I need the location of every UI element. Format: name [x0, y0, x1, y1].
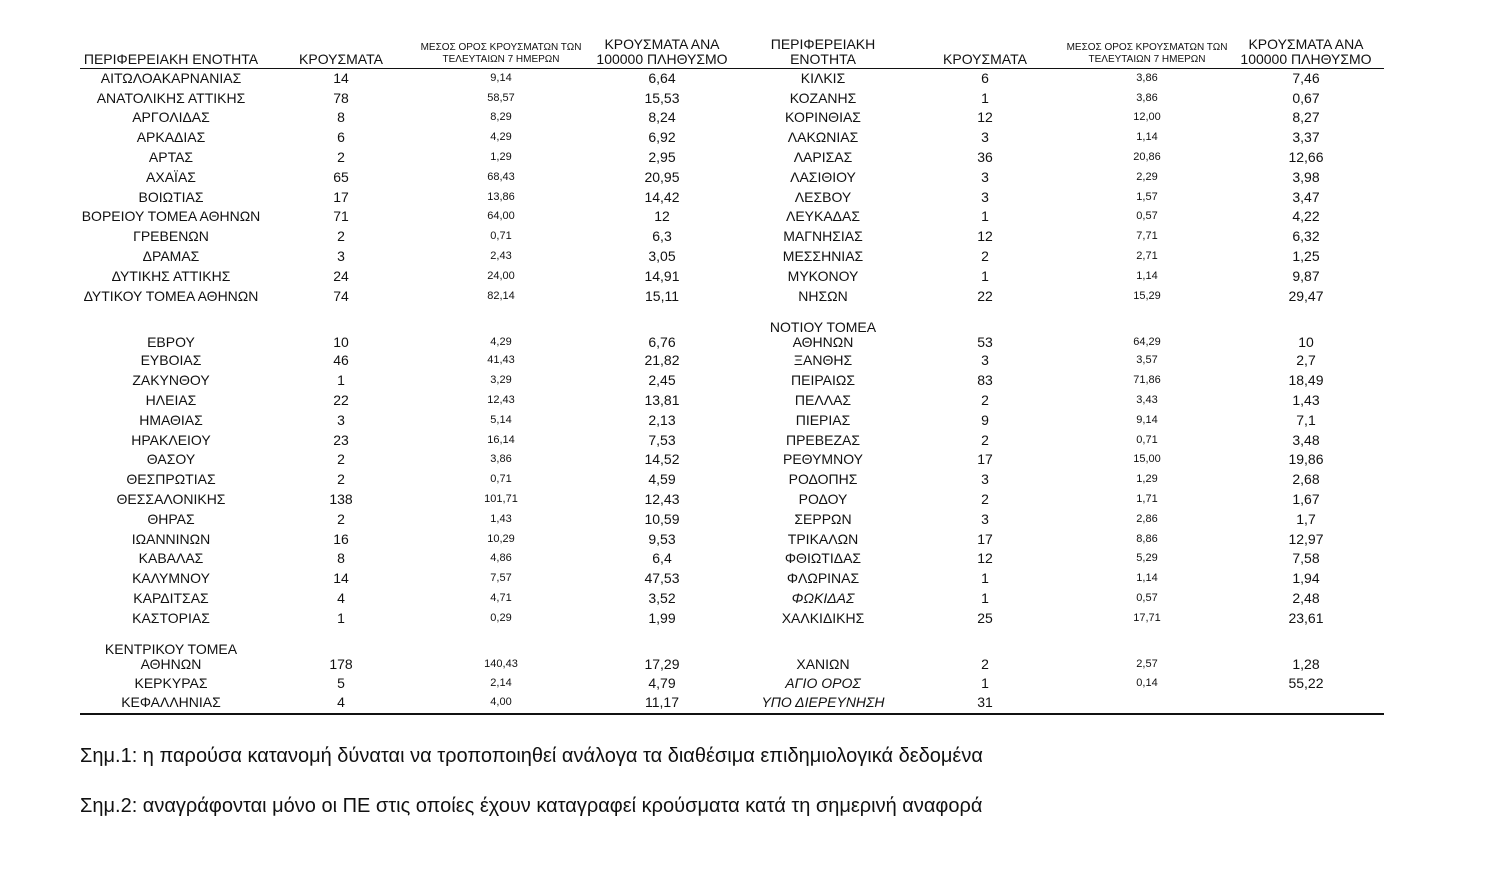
- right-avg-7-days-cell: [1066, 693, 1228, 714]
- right-cases-per-100k-cell: 1,7: [1296, 510, 1316, 527]
- left-region-name-cell: ΚΕΝΤΡΙΚΟΥ ΤΟΜΕΑ ΑΘΗΝΩΝ: [104, 641, 238, 673]
- left-region-name-cell: ΚΕΦΑΛΛΗΝΙΑΣ: [121, 694, 221, 711]
- left-cases-cell: 74: [333, 287, 349, 304]
- left-avg-7-days-cell: 5,14: [490, 413, 512, 426]
- left-region-name-cell: ΕΥΒΟΙΑΣ: [140, 352, 202, 369]
- right-avg-7-days-cell: 64,29: [1133, 336, 1161, 349]
- right-cases-per-100k-cell: 9,87: [1292, 267, 1320, 284]
- left-cases-per-100k-cell: 2,45: [648, 372, 676, 389]
- left-region-name-cell: ΔΥΤΙΚΗΣ ΑΤΤΙΚΗΣ: [111, 267, 231, 284]
- left-cases-cell: 46: [333, 352, 349, 369]
- table-row: [80, 450, 1384, 470]
- left-cases-cell: 5: [337, 674, 345, 691]
- table-row: [80, 371, 1384, 391]
- right-region-name-cell: ΚΟΡΙΝΘΙΑΣ: [785, 109, 861, 126]
- right-cases-cell: 3: [981, 510, 989, 527]
- left-cases-cell: 65: [333, 168, 349, 185]
- right-region-name-cell: ΑΓΙΟ ΟΡΟΣ: [785, 674, 861, 691]
- footnote-2: Σημ.2: αναγράφονται μόνο οι ΠΕ στις οποίες έχουν καταγραφεί κρούσματα κατά τη σημερινή αναφορά: [80, 795, 983, 817]
- right-region-name-cell: ΚΟΖΑΝΗΣ: [789, 89, 857, 106]
- left-avg-7-days-cell: 8,29: [490, 111, 512, 124]
- right-region-name-cell: ΠΙΕΡΙΑΣ: [795, 411, 851, 428]
- left-region-name-cell: ΑΡΓΟΛΙΔΑΣ: [132, 109, 210, 126]
- left-cases-cell: 3: [337, 411, 345, 428]
- right-cases-per-100k-cell: 8,27: [1292, 109, 1320, 126]
- right-cases-per-100k-cell: 0,67: [1292, 89, 1320, 106]
- right-avg-7-days-cell: 17,71: [1133, 611, 1161, 624]
- right-avg-7-days-cell: 15,29: [1133, 289, 1161, 302]
- left-region-name-cell: ΚΑΒΑΛΑΣ: [138, 550, 204, 567]
- left-cases-per-100k-cell: 47,53: [644, 570, 680, 587]
- right-region-name-cell: ΦΩΚΙΔΑΣ: [791, 590, 855, 607]
- right-avg-7-days-cell: 12,00: [1133, 111, 1161, 124]
- right-cases-per-100k-cell: 12,97: [1288, 530, 1324, 547]
- left-avg-7-days-cell: 4,29: [490, 131, 512, 144]
- left-region-name-cell: ΕΒΡΟΥ: [147, 334, 195, 351]
- table-row: [80, 569, 1384, 589]
- left-cases-per-100k-cell: 10,59: [644, 510, 680, 527]
- right-region-name-cell: ΚΙΛΚΙΣ: [800, 69, 846, 86]
- right-cases-per-100k-cell: 1,25: [1292, 248, 1320, 265]
- header-per-100k-right: ΚΡΟΥΣΜΑΤΑ ΑΝΑ 100000 ΠΛΗΘΥΣΜΟ: [1240, 35, 1372, 67]
- left-region-name-cell: ΒΟΙΩΤΙΑΣ: [138, 188, 204, 205]
- right-region-name-cell: ΛΕΣΒΟΥ: [794, 188, 852, 205]
- right-cases-per-100k-cell: 12,66: [1288, 149, 1324, 166]
- left-cases-per-100k-cell: 6,3: [652, 228, 672, 245]
- left-avg-7-days-cell: 64,00: [487, 210, 515, 223]
- right-cases-per-100k-cell: 1,94: [1292, 570, 1320, 587]
- right-cases-cell: 2: [981, 491, 989, 508]
- table-row: [80, 266, 1384, 286]
- right-region-name-cell: ΥΠΟ ΔΙΕΡΕΥΝΗΣΗ: [761, 694, 885, 711]
- left-cases-cell: 23: [333, 431, 349, 448]
- table-header-row: [80, 34, 1384, 68]
- right-cases-cell: 1: [981, 674, 989, 691]
- right-cases-cell: 53: [977, 334, 993, 351]
- left-region-name-cell: ΔΡΑΜΑΣ: [142, 248, 200, 265]
- right-cases-cell: 22: [977, 287, 993, 304]
- right-avg-7-days-cell: 1,14: [1136, 269, 1158, 282]
- right-cases-per-100k-cell: 6,32: [1292, 228, 1320, 245]
- left-region-name-cell: ΔΥΤΙΚΟΥ ΤΟΜΕΑ ΑΘΗΝΩΝ: [83, 287, 259, 304]
- right-cases-per-100k-cell: [1228, 693, 1384, 714]
- right-region-name-cell: ΜΥΚΟΝΟΥ: [787, 267, 859, 284]
- right-avg-7-days-cell: 2,29: [1136, 170, 1158, 183]
- left-cases-cell: 2: [337, 149, 345, 166]
- left-avg-7-days-cell: 0,71: [490, 230, 512, 243]
- left-cases-per-100k-cell: 6,64: [648, 69, 676, 86]
- left-region-name-cell: ΗΛΕΙΑΣ: [145, 392, 197, 409]
- right-cases-cell: 36: [977, 149, 993, 166]
- right-cases-cell: 3: [981, 471, 989, 488]
- left-cases-per-100k-cell: 20,95: [644, 168, 680, 185]
- left-avg-7-days-cell: 0,29: [490, 611, 512, 624]
- table-row: [80, 673, 1384, 693]
- left-cases-per-100k-cell: 13,81: [644, 392, 680, 409]
- left-avg-7-days-cell: 68,43: [487, 170, 515, 183]
- left-avg-7-days-cell: 3,29: [490, 374, 512, 387]
- right-region-name-cell: ΛΑΚΩΝΙΑΣ: [787, 129, 859, 146]
- right-cases-cell: 1: [981, 267, 989, 284]
- right-cases-cell: 12: [977, 550, 993, 567]
- left-cases-cell: 2: [337, 451, 345, 468]
- right-region-name-cell: ΦΘΙΩΤΙΔΑΣ: [784, 550, 862, 567]
- left-avg-7-days-cell: 41,43: [487, 354, 515, 367]
- left-avg-7-days-cell: 16,14: [487, 433, 515, 446]
- right-avg-7-days-cell: 0,57: [1136, 210, 1158, 223]
- right-cases-cell: 3: [981, 129, 989, 146]
- left-region-name-cell: ΑΙΤΩΛΟΑΚΑΡΝΑΝΙΑΣ: [100, 69, 242, 86]
- right-cases-cell: 2: [981, 656, 989, 673]
- table-row: [80, 167, 1384, 187]
- left-cases-cell: 16: [333, 530, 349, 547]
- right-cases-per-100k-cell: 23,61: [1288, 609, 1324, 626]
- left-region-name-cell: ΑΡΚΑΔΙΑΣ: [136, 129, 206, 146]
- right-cases-per-100k-cell: 2,48: [1292, 590, 1320, 607]
- left-cases-cell: 8: [337, 109, 345, 126]
- right-region-name-cell: ΣΕΡΡΩΝ: [794, 510, 852, 527]
- left-cases-per-100k-cell: 6,76: [648, 334, 676, 351]
- right-avg-7-days-cell: 1,29: [1136, 473, 1158, 486]
- right-cases-cell: 25: [977, 609, 993, 626]
- left-cases-cell: 4: [337, 694, 345, 711]
- left-avg-7-days-cell: 12,43: [487, 394, 515, 407]
- left-cases-cell: 138: [329, 491, 353, 508]
- table-row: [80, 88, 1384, 108]
- table-row: [80, 589, 1384, 609]
- left-region-name-cell: ΗΡΑΚΛΕΙΟΥ: [131, 431, 211, 448]
- right-region-name-cell: ΞΑΝΘΗΣ: [793, 352, 853, 369]
- left-region-name-cell: ΗΜΑΘΙΑΣ: [139, 411, 203, 428]
- table-row: [80, 306, 1384, 351]
- right-cases-per-100k-cell: 3,37: [1292, 129, 1320, 146]
- right-region-name-cell: ΧΑΝΙΩΝ: [796, 656, 850, 673]
- right-avg-7-days-cell: 7,71: [1136, 230, 1158, 243]
- right-cases-cell: 3: [981, 352, 989, 369]
- header-cases-right: ΚΡΟΥΣΜΑΤΑ: [943, 50, 1027, 67]
- right-cases-cell: 1: [981, 590, 989, 607]
- right-cases-cell: 12: [977, 228, 993, 245]
- right-region-name-cell: ΜΕΣΣΗΝΙΑΣ: [782, 248, 864, 265]
- left-region-name-cell: ΘΕΣΠΡΩΤΙΑΣ: [126, 471, 216, 488]
- table-row: [80, 207, 1384, 227]
- left-avg-7-days-cell: 82,14: [487, 289, 515, 302]
- footnote-1: Σημ.1: η παρούσα κατανομή δύναται να τροποποιηθεί ανάλογα τα διαθέσιμα επιδημιολογικά δεδομένα: [80, 745, 983, 767]
- left-avg-7-days-cell: 101,71: [484, 493, 518, 506]
- table-row: [80, 410, 1384, 430]
- table-body: [80, 68, 1384, 714]
- right-cases-per-100k-cell: 29,47: [1288, 287, 1324, 304]
- left-cases-cell: 178: [329, 656, 353, 673]
- table-row: [80, 509, 1384, 529]
- left-cases-per-100k-cell: 6,4: [652, 550, 672, 567]
- right-region-name-cell: ΡΟΔΟΥ: [798, 491, 848, 508]
- right-region-name-cell: ΡΕΘΥΜΝΟΥ: [782, 451, 863, 468]
- right-cases-per-100k-cell: 10: [1298, 334, 1314, 351]
- table-row: [80, 608, 1384, 628]
- right-cases-cell: 3: [981, 188, 989, 205]
- right-region-name-cell: ΠΕΛΛΑΣ: [794, 392, 852, 409]
- header-cases-left: ΚΡΟΥΣΜΑΤΑ: [299, 50, 383, 67]
- left-avg-7-days-cell: 7,57: [490, 572, 512, 585]
- left-region-name-cell: ΘΑΣΟΥ: [146, 451, 196, 468]
- table-row: [80, 351, 1384, 371]
- right-cases-per-100k-cell: 18,49: [1288, 372, 1324, 389]
- left-cases-per-100k-cell: 11,17: [645, 694, 679, 711]
- table-row: [80, 187, 1384, 207]
- left-cases-cell: 24: [333, 267, 349, 284]
- left-cases-per-100k-cell: 15,11: [645, 287, 679, 304]
- right-avg-7-days-cell: 0,57: [1136, 592, 1158, 605]
- left-cases-per-100k-cell: 2,95: [648, 149, 676, 166]
- left-cases-per-100k-cell: 2,13: [648, 411, 676, 428]
- right-cases-cell: 9: [981, 411, 989, 428]
- left-cases-cell: 10: [333, 334, 349, 351]
- left-region-name-cell: ΑΝΑΤΟΛΙΚΗΣ ΑΤΤΙΚΗΣ: [96, 89, 246, 106]
- right-avg-7-days-cell: 2,71: [1136, 250, 1158, 263]
- left-region-name-cell: ΑΡΤΑΣ: [148, 149, 194, 166]
- left-region-name-cell: ΚΑΛΥΜΝΟΥ: [132, 570, 210, 587]
- left-cases-cell: 1: [337, 372, 345, 389]
- right-avg-7-days-cell: 3,86: [1136, 71, 1158, 84]
- left-cases-per-100k-cell: 4,59: [648, 471, 676, 488]
- right-avg-7-days-cell: 20,86: [1133, 151, 1161, 164]
- right-region-name-cell: ΧΑΛΚΙΔΙΚΗΣ: [781, 609, 865, 626]
- right-cases-cell: 1: [981, 570, 989, 587]
- left-cases-per-100k-cell: 12,43: [644, 491, 680, 508]
- cases-by-regional-unit-table: [80, 34, 1384, 715]
- right-cases-per-100k-cell: 7,46: [1292, 69, 1320, 86]
- left-cases-per-100k-cell: 12: [654, 208, 670, 225]
- left-cases-per-100k-cell: 15,53: [644, 89, 680, 106]
- left-region-name-cell: ΚΕΡΚΥΡΑΣ: [134, 674, 208, 691]
- left-region-name-cell: ΒΟΡΕΙΟΥ ΤΟΜΕΑ ΑΘΗΝΩΝ: [81, 208, 261, 225]
- right-avg-7-days-cell: 2,86: [1136, 512, 1158, 525]
- left-avg-7-days-cell: 24,00: [487, 269, 515, 282]
- right-avg-7-days-cell: 3,86: [1136, 91, 1158, 104]
- right-cases-per-100k-cell: 1,28: [1292, 656, 1320, 673]
- right-cases-per-100k-cell: 4,22: [1292, 208, 1320, 225]
- left-region-name-cell: ΚΑΡΔΙΤΣΑΣ: [133, 590, 209, 607]
- header-7day-avg-left: ΜΕΣΟΣ ΟΡΟΣ ΚΡΟΥΣΜΑΤΩΝ ΤΩΝ ΤΕΛΕΥΤΑΙΩΝ 7 ΗΜΕΡΩΝ: [420, 41, 582, 65]
- right-region-name-cell: ΛΕΥΚΑΔΑΣ: [785, 208, 861, 225]
- right-cases-cell: 2: [981, 248, 989, 265]
- left-cases-per-100k-cell: 1,99: [648, 609, 676, 626]
- left-cases-cell: 3: [337, 248, 345, 265]
- left-cases-per-100k-cell: 9,53: [648, 530, 676, 547]
- header-regional-unit-right: ΠΕΡΙΦΕΡΕΙΑΚΗ ΕΝΟΤΗΤΑ: [770, 35, 876, 67]
- table-row: [80, 286, 1384, 306]
- left-cases-per-100k-cell: 14,52: [644, 451, 680, 468]
- left-cases-cell: 14: [333, 69, 349, 86]
- right-cases-cell: 1: [981, 208, 989, 225]
- left-avg-7-days-cell: 4,00: [490, 696, 512, 709]
- left-cases-per-100k-cell: 3,05: [648, 248, 676, 265]
- right-cases-per-100k-cell: 3,48: [1292, 431, 1320, 448]
- left-region-name-cell: ΓΡΕΒΕΝΩΝ: [133, 228, 209, 245]
- table-row: [80, 247, 1384, 267]
- left-avg-7-days-cell: 58,57: [487, 91, 515, 104]
- right-avg-7-days-cell: 1,14: [1136, 131, 1158, 144]
- right-avg-7-days-cell: 0,71: [1136, 433, 1158, 446]
- left-cases-per-100k-cell: 4,79: [648, 674, 676, 691]
- left-cases-cell: 2: [337, 471, 345, 488]
- left-cases-per-100k-cell: 3,52: [648, 590, 676, 607]
- right-cases-cell: 1: [981, 89, 989, 106]
- right-avg-7-days-cell: 1,57: [1136, 190, 1158, 203]
- left-cases-cell: 78: [333, 89, 349, 106]
- left-cases-cell: 6: [337, 129, 345, 146]
- left-cases-cell: 2: [337, 510, 345, 527]
- right-cases-per-100k-cell: 2,68: [1292, 471, 1320, 488]
- right-cases-per-100k-cell: 19,86: [1288, 451, 1324, 468]
- right-cases-per-100k-cell: 7,58: [1292, 550, 1320, 567]
- right-cases-per-100k-cell: 3,47: [1292, 188, 1320, 205]
- left-cases-cell: 22: [333, 392, 349, 409]
- left-region-name-cell: ΚΑΣΤΟΡΙΑΣ: [132, 609, 210, 626]
- left-cases-per-100k-cell: 6,92: [648, 129, 676, 146]
- right-avg-7-days-cell: 9,14: [1136, 413, 1158, 426]
- left-cases-cell: 2: [337, 228, 345, 245]
- right-region-name-cell: ΠΡΕΒΕΖΑΣ: [785, 431, 860, 448]
- right-cases-cell: 12: [977, 109, 993, 126]
- left-avg-7-days-cell: 4,71: [490, 592, 512, 605]
- left-avg-7-days-cell: 2,43: [490, 250, 512, 263]
- right-cases-cell: 17: [977, 451, 993, 468]
- header-per-100k-left: ΚΡΟΥΣΜΑΤΑ ΑΝΑ 100000 ΠΛΗΘΥΣΜΟ: [596, 35, 728, 67]
- table-row: [80, 128, 1384, 148]
- right-cases-per-100k-cell: 1,67: [1292, 491, 1320, 508]
- cases-table-container: [80, 34, 1384, 715]
- right-cases-cell: 17: [977, 530, 993, 547]
- right-cases-per-100k-cell: 1,43: [1292, 392, 1320, 409]
- right-cases-per-100k-cell: 7,1: [1296, 411, 1316, 428]
- right-region-name-cell: ΛΑΡΙΣΑΣ: [793, 149, 853, 166]
- right-cases-cell: 31: [977, 694, 993, 711]
- right-avg-7-days-cell: 8,86: [1136, 532, 1158, 545]
- left-avg-7-days-cell: 0,71: [490, 473, 512, 486]
- left-avg-7-days-cell: 4,29: [490, 336, 512, 349]
- table-row: [80, 628, 1384, 673]
- right-region-name-cell: ΠΕΙΡΑΙΩΣ: [791, 372, 855, 389]
- right-avg-7-days-cell: 3,43: [1136, 394, 1158, 407]
- table-row: [80, 529, 1384, 549]
- left-cases-cell: 71: [333, 208, 349, 225]
- right-region-name-cell: ΜΑΓΝΗΣΙΑΣ: [783, 228, 863, 245]
- right-region-name-cell: ΝΟΤΙΟΥ ΤΟΜΕΑ ΑΘΗΝΩΝ: [769, 319, 877, 351]
- left-avg-7-days-cell: 9,14: [490, 71, 512, 84]
- table-row: [80, 68, 1384, 88]
- right-cases-cell: 3: [981, 168, 989, 185]
- right-region-name-cell: ΤΡΙΚΑΛΩΝ: [787, 530, 859, 547]
- right-avg-7-days-cell: 2,57: [1136, 658, 1158, 671]
- left-region-name-cell: ΘΗΡΑΣ: [147, 510, 195, 527]
- right-avg-7-days-cell: 15,00: [1133, 453, 1161, 466]
- right-cases-cell: 2: [981, 392, 989, 409]
- left-cases-cell: 1: [337, 609, 345, 626]
- table-row: [80, 470, 1384, 490]
- right-avg-7-days-cell: 1,14: [1136, 572, 1158, 585]
- right-cases-per-100k-cell: 2,7: [1296, 352, 1316, 369]
- table-row: [80, 227, 1384, 247]
- table-row: [80, 693, 1384, 714]
- right-avg-7-days-cell: 71,86: [1133, 374, 1161, 387]
- table-row: [80, 148, 1384, 168]
- left-avg-7-days-cell: 4,86: [490, 552, 512, 565]
- table-row: [80, 430, 1384, 450]
- right-avg-7-days-cell: 1,71: [1136, 493, 1158, 506]
- right-region-name-cell: ΦΛΩΡΙΝΑΣ: [786, 570, 860, 587]
- left-avg-7-days-cell: 140,43: [484, 658, 518, 671]
- right-cases-cell: 83: [977, 372, 993, 389]
- right-region-name-cell: ΛΑΣΙΘΙΟΥ: [790, 168, 856, 185]
- header-7day-avg-right: ΜΕΣΟΣ ΟΡΟΣ ΚΡΟΥΣΜΑΤΩΝ ΤΩΝ ΤΕΛΕΥΤΑΙΩΝ 7 ΗΜΕΡΩΝ: [1066, 41, 1228, 65]
- left-avg-7-days-cell: 3,86: [490, 453, 512, 466]
- left-region-name-cell: ΘΕΣΣΑΛΟΝΙΚΗΣ: [116, 491, 226, 508]
- right-region-name-cell: ΝΗΣΩΝ: [798, 287, 848, 304]
- left-avg-7-days-cell: 2,14: [490, 676, 512, 689]
- right-cases-cell: 2: [981, 431, 989, 448]
- right-avg-7-days-cell: 5,29: [1136, 552, 1158, 565]
- left-region-name-cell: ΖΑΚΥΝΘΟΥ: [132, 372, 210, 389]
- left-cases-cell: 14: [333, 570, 349, 587]
- left-cases-cell: 4: [337, 590, 345, 607]
- left-avg-7-days-cell: 10,29: [487, 532, 515, 545]
- header-regional-unit-left: ΠΕΡΙΦΕΡΕΙΑΚΗ ΕΝΟΤΗΤΑ: [83, 50, 259, 67]
- right-region-name-cell: ΡΟΔΟΠΗΣ: [788, 471, 858, 488]
- left-cases-per-100k-cell: 21,82: [644, 352, 680, 369]
- right-cases-per-100k-cell: 55,22: [1288, 674, 1324, 691]
- right-cases-per-100k-cell: 3,98: [1292, 168, 1320, 185]
- left-region-name-cell: ΙΩΑΝΝΙΝΩΝ: [131, 530, 211, 547]
- left-region-name-cell: ΑΧΑΪΑΣ: [146, 168, 196, 185]
- right-cases-cell: 6: [981, 69, 989, 86]
- left-cases-per-100k-cell: 14,91: [644, 267, 680, 284]
- left-cases-per-100k-cell: 14,42: [644, 188, 680, 205]
- table-row: [80, 549, 1384, 569]
- left-avg-7-days-cell: 1,43: [490, 512, 512, 525]
- left-cases-per-100k-cell: 8,24: [648, 109, 676, 126]
- table-row: [80, 490, 1384, 510]
- left-cases-per-100k-cell: 7,53: [648, 431, 676, 448]
- left-cases-cell: 8: [337, 550, 345, 567]
- left-cases-cell: 17: [333, 188, 349, 205]
- right-avg-7-days-cell: 0,14: [1136, 676, 1158, 689]
- right-avg-7-days-cell: 3,57: [1136, 354, 1158, 367]
- left-cases-per-100k-cell: 17,29: [644, 656, 680, 673]
- table-row: [80, 108, 1384, 128]
- left-avg-7-days-cell: 1,29: [490, 151, 512, 164]
- left-avg-7-days-cell: 13,86: [487, 190, 515, 203]
- table-row: [80, 391, 1384, 411]
